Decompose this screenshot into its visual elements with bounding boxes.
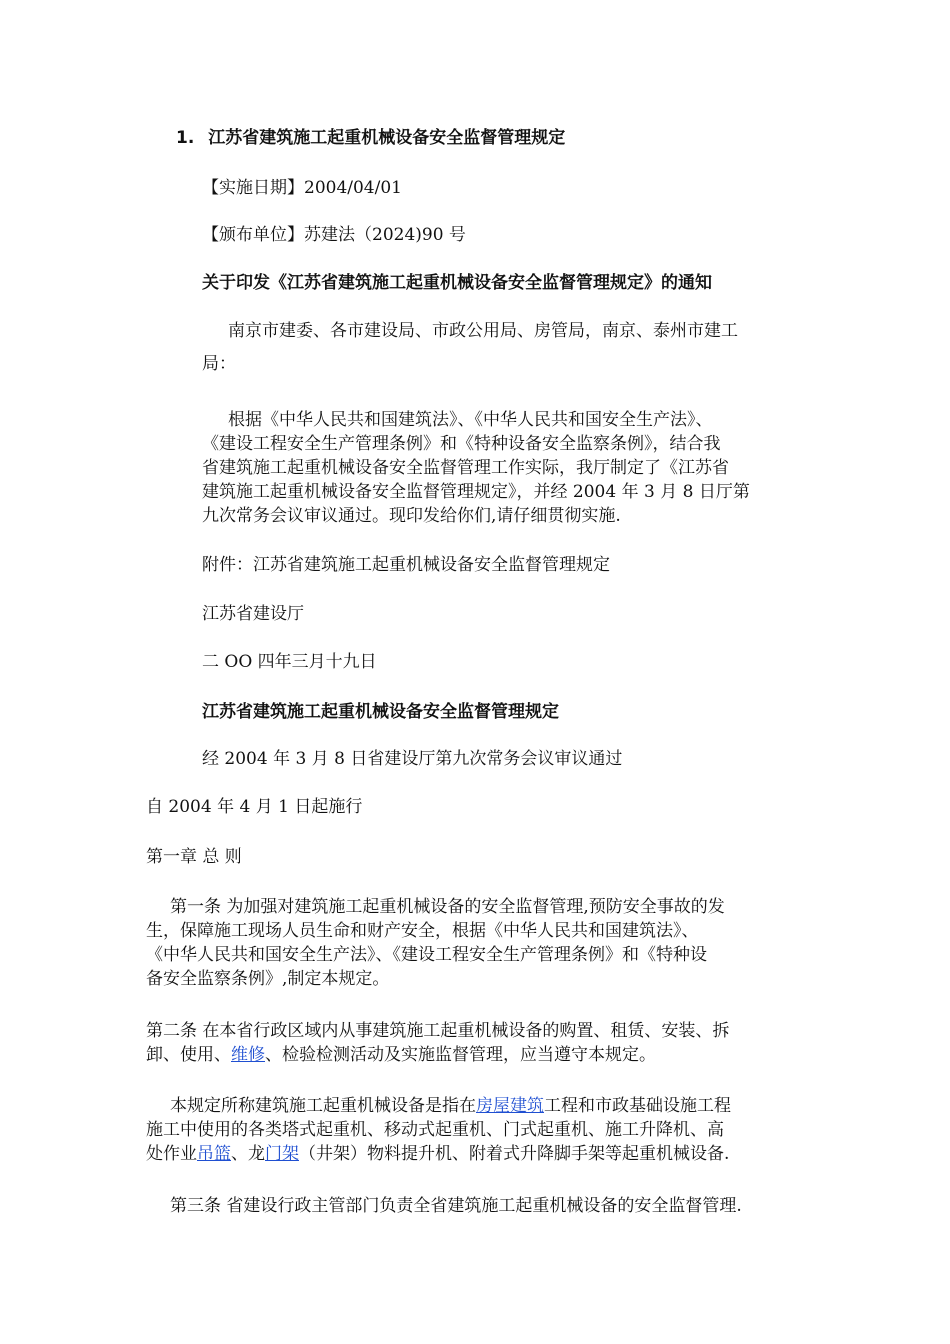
- text-fragment: 处作业: [146, 1144, 197, 1164]
- link-building-construction[interactable]: 房屋建筑: [476, 1096, 544, 1116]
- definition-line: [146, 1094, 731, 1118]
- definition-line: 施工中使用的各类塔式起重机、移动式起重机、门式起重机、施工升降机、高: [146, 1120, 724, 1140]
- issue-date: 二 OO 四年三月十九日: [202, 652, 377, 672]
- article-2-line: 第二条 在本省行政区域内从事建筑施工起重机械设备的购置、租赁、安装、拆: [146, 1021, 730, 1041]
- article-2: [146, 1019, 729, 1067]
- article-1-line: 备安全监察条例》,制定本规定。: [146, 969, 390, 989]
- text-fragment: 工程和市政基础设施工程: [544, 1096, 731, 1116]
- body-line: 《建设工程安全生产管理条例》和《特种设备安全监察条例》，结合我: [202, 434, 721, 454]
- issuer: 【颁布单位】苏建法（2024)90 号: [202, 225, 466, 245]
- document-heading: [176, 126, 565, 150]
- department-signature: 江苏省建设厅: [202, 604, 304, 624]
- rule-title: 江苏省建筑施工起重机械设备安全监督管理规定: [202, 702, 559, 722]
- body-line: 根据《中华人民共和国建筑法》、《中华人民共和国安全生产法》、: [228, 410, 713, 430]
- text-fragment: 、检验检测活动及实施监督管理，应当遵守本规定。: [265, 1045, 656, 1065]
- article-3: 第三条 省建设行政主管部门负责全省建筑施工起重机械设备的安全监督管理.: [170, 1196, 742, 1216]
- notice-title: 关于印发《江苏省建筑施工起重机械设备安全监督管理规定》的通知: [202, 273, 712, 293]
- chapter-heading: 第一章 总 则: [146, 847, 242, 867]
- definition-line: [146, 1142, 731, 1166]
- heading-number: 1.: [176, 128, 195, 148]
- body-line: 九次常务会议审议通过。现印发给你们,请仔细贯彻实施.: [202, 506, 621, 526]
- body-line: 省建筑施工起重机械设备安全监督管理工作实际，我厅制定了《江苏省: [202, 458, 729, 478]
- in-force-note: 自 2004 年 4 月 1 日起施行: [146, 797, 363, 817]
- article-1: [146, 895, 725, 991]
- article-1-line: 《中华人民共和国安全生产法》、《建设工程安全生产管理条例》和《特种设: [146, 945, 707, 965]
- heading-title: 江苏省建筑施工起重机械设备安全监督管理规定: [208, 128, 566, 148]
- article-2-definition: [146, 1094, 731, 1166]
- approval-note: 经 2004 年 3 月 8 日省建设厅第九次常务会议审议通过: [202, 749, 623, 769]
- text-fragment: 、龙: [231, 1144, 265, 1164]
- link-gantry[interactable]: 门架: [265, 1144, 299, 1164]
- article-1-line: 第一条 为加强对建筑施工起重机械设备的安全监督管理,预防安全事故的发: [170, 897, 725, 917]
- text-fragment: （井架）物料提升机、附着式升降脚手架等起重机械设备.: [299, 1144, 730, 1164]
- article-1-line: 生，保障施工现场人员生命和财产安全，根据《中华人民共和国建筑法》、: [146, 921, 699, 941]
- effective-date: 【实施日期】2004/04/01: [202, 178, 402, 198]
- text-fragment: 卸、使用、: [146, 1045, 231, 1065]
- attachment-note: 附件：江苏省建筑施工起重机械设备安全监督管理规定: [202, 555, 610, 575]
- article-2-line: [146, 1043, 729, 1067]
- link-hanging-basket[interactable]: 吊篮: [197, 1144, 231, 1164]
- body-line: 建筑施工起重机械设备安全监督管理规定》，并经 2004 年 3 月 8 日厅第: [202, 482, 750, 502]
- addressee-line-1: 南京市建委、各市建设局、市政公用局、房管局，南京、泰州市建工: [228, 321, 738, 341]
- addressee-line-2: 局：: [202, 354, 236, 374]
- notice-body: [202, 408, 750, 528]
- link-repair[interactable]: 维修: [231, 1045, 265, 1065]
- text-fragment: 本规定所称建筑施工起重机械设备是指在: [170, 1096, 476, 1116]
